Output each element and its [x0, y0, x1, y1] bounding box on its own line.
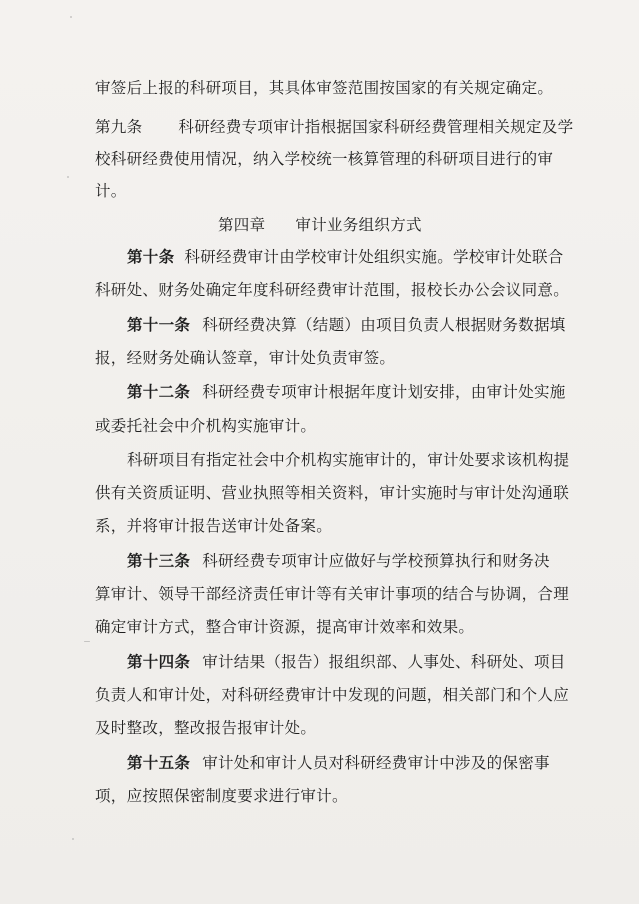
article-11-line-1: 第十一条 科研经费决算（结题）由项目负责人根据财务数据填 — [127, 315, 566, 334]
article-13-line-1: 第十三条 科研经费专项审计应做好与学校预算执行和财务决 — [127, 551, 550, 570]
text-line: 或委托社会中介机构实施审计。 — [95, 417, 317, 435]
text-line: 项，应按照保密制度要求进行审计。 — [95, 787, 348, 805]
chapter-title: 审计业务组织方式 — [295, 216, 422, 234]
text-line: 校科研经费使用情况，纳入学校统一核算管理的科研项目进行的审 — [95, 150, 554, 168]
chapter-heading — [218, 215, 422, 235]
text-line: 算审计、领导干部经济责任审计等有关审计事项的结合与协调，合理 — [95, 585, 570, 603]
chapter-number: 第四章 — [218, 216, 266, 234]
text-line: 确定审计方式，整合审计资源，提高审计效率和效果。 — [95, 618, 475, 636]
text-line: 科研处、财务处确定年度科研经费审计范围，报校长办公会议同意。 — [95, 281, 570, 299]
article-14-line-1: 第十四条 审计结果（报告）报组织部、人事处、科研处、项目 — [127, 652, 566, 671]
article-12-label: 第十二条 — [127, 382, 191, 401]
article-10-line-1: 第十条 科研经费审计由学校审计处组织实施。学校审计处联合 — [127, 247, 564, 266]
article-14-label: 第十四条 — [127, 652, 191, 671]
scan-speck — [70, 16, 72, 18]
text-line: 供有关资质证明、营业执照等相关资料，审计实施时与审计处沟通联 — [95, 484, 570, 502]
article-11-label: 第十一条 — [127, 315, 191, 334]
scan-speck — [67, 176, 69, 178]
text-line: 报，经财务处确认签章，审计处负责审签。 — [95, 349, 396, 367]
scan-speck — [84, 641, 90, 642]
article-9-label: 第九条 — [95, 118, 143, 136]
article-15-line-1: 第十五条 审计处和审计人员对科研经费审计中涉及的保密事 — [127, 753, 550, 772]
scan-speck — [72, 838, 74, 840]
text-line: 计。 — [95, 182, 127, 200]
article-15-label: 第十五条 — [127, 753, 191, 772]
article-10-label: 第十条 — [127, 247, 175, 266]
text-line: 审签后上报的科研项目，其具体审签范围按国家的有关规定确定。 — [95, 79, 554, 97]
article-9-line-1: 第九条 科研经费专项审计指根据国家科研经费管理相关规定及学 — [95, 118, 574, 136]
article-13-label: 第十三条 — [127, 551, 191, 570]
text-line: 科研项目有指定社会中介机构实施审计的，审计处要求该机构提 — [127, 451, 570, 469]
text-line: 负责人和审计处，对科研经费审计中发现的问题，相关部门和个人应 — [95, 686, 570, 704]
article-12-line-1: 第十二条 科研经费专项审计根据年度计划安排，由审计处实施 — [127, 382, 566, 401]
text-line: 系，并将审计报告送审计处备案。 — [95, 517, 333, 535]
text-line: 及时整改，整改报告报审计处。 — [95, 719, 317, 737]
